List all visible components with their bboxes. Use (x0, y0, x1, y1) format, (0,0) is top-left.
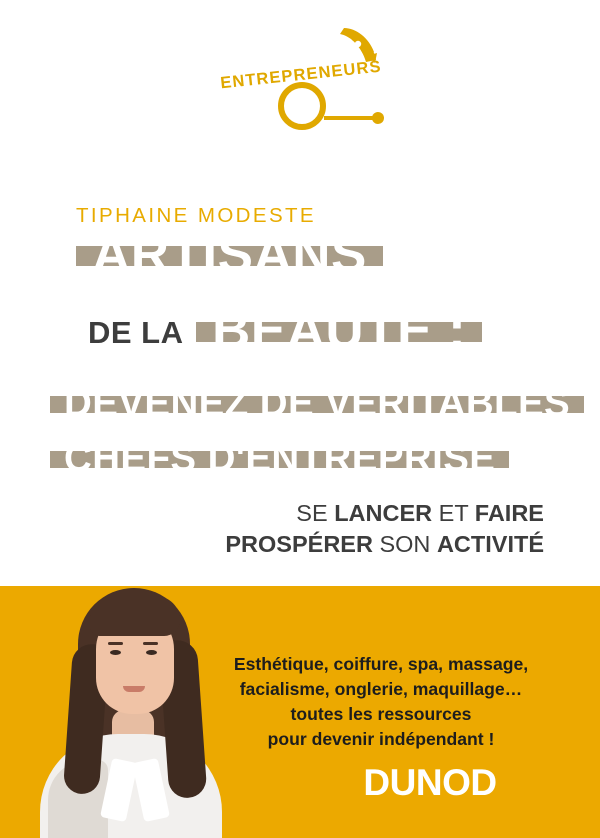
badge-dot (372, 112, 384, 124)
title-line-3 (50, 382, 584, 425)
portrait-eyebrow-left (108, 642, 123, 645)
title-segment: CHEFS D'ENTREPRISE (50, 451, 509, 468)
subtitle-text: SON (372, 531, 437, 558)
subtitle-line-1 (114, 498, 544, 529)
title-segment: ARTISANS (76, 246, 383, 266)
title-line-4 (50, 437, 509, 480)
subtitle-line-2 (114, 529, 544, 560)
subtitle-text: ET (432, 500, 475, 526)
subtitle-text-bold: ACTIVITÉ (436, 531, 544, 558)
author-name: TIPHAINE MODESTE (76, 204, 317, 227)
blurb-line: pour devenir indépendant ! (267, 729, 495, 750)
badge-ring (281, 85, 323, 127)
title-segment-de-la: DE LA (76, 325, 196, 342)
portrait-top-mask (38, 574, 224, 586)
portrait-eyebrow-right (143, 642, 158, 645)
blurb-line: toutes les ressources (290, 704, 472, 725)
subtitle-text: SE (296, 500, 335, 526)
portrait-eye-right (146, 650, 157, 655)
title-segment: DEVENEZ DE VÉRITABLES (50, 396, 584, 413)
subtitle (114, 498, 544, 560)
portrait-fringe (90, 596, 180, 636)
subtitle-text-bold: FAIRE (474, 500, 544, 526)
collection-badge (206, 22, 396, 134)
title-line-2 (76, 301, 482, 360)
title-segment-beaute: BEAUTÉ : (196, 322, 482, 342)
publisher-logo: DUNOD (363, 762, 497, 803)
portrait-eye-left (110, 650, 121, 655)
portrait-mouth (123, 686, 145, 692)
blurb-line: Esthétique, coiffure, spa, massage, (233, 654, 529, 674)
title-line-1 (76, 225, 383, 284)
back-cover-blurb (196, 652, 566, 753)
subtitle-text-bold: LANCER (334, 500, 433, 526)
subtitle-text-bold: PROSPÉRER (225, 531, 373, 558)
blurb-line: facialisme, onglerie, maquillage… (239, 679, 523, 700)
collection-badge-label: ENTREPRENEURS (219, 57, 383, 93)
